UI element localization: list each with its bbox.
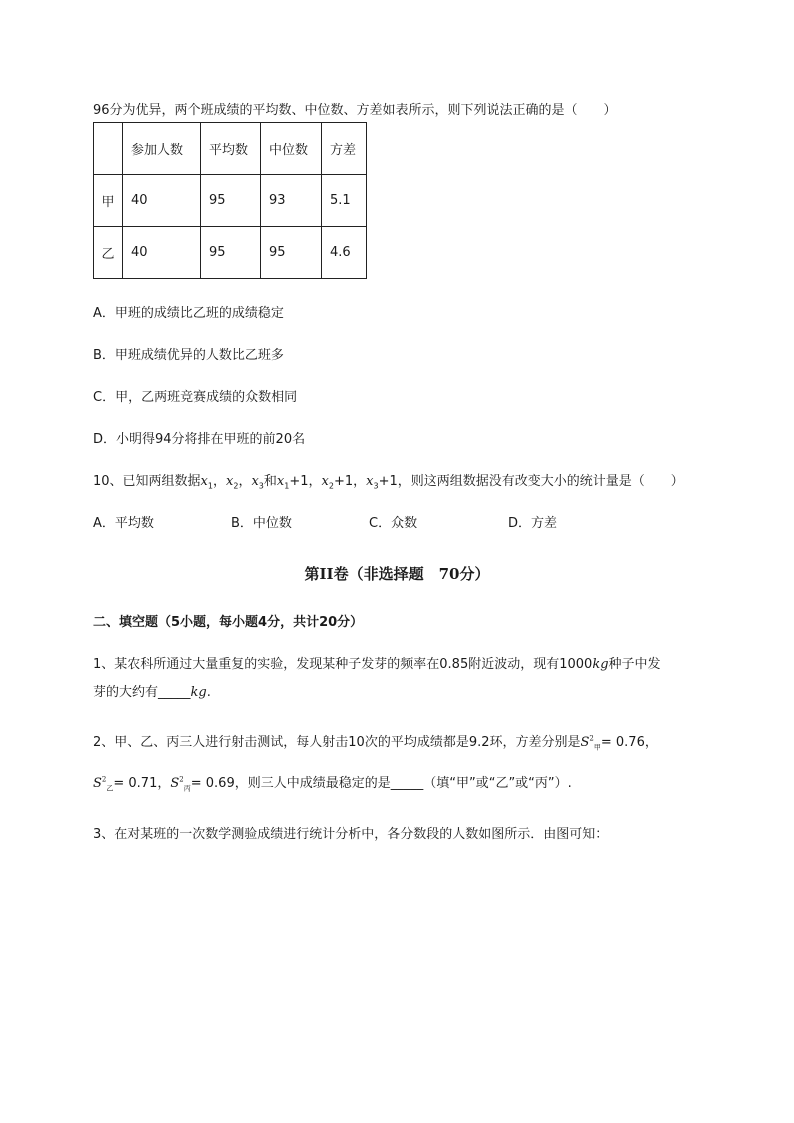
table-header-cell: 中位数 bbox=[261, 123, 322, 175]
section-title: 第II卷（非选择题 70分） bbox=[304, 565, 490, 583]
unit-kg: kg bbox=[190, 685, 207, 700]
math-x1: x bbox=[276, 474, 285, 489]
variance-value: = 0.71 bbox=[113, 776, 158, 791]
question-9-option-d: D．小明得94分将排在甲班的前20名 bbox=[93, 432, 306, 447]
separator: ， bbox=[238, 474, 252, 489]
question-9-intro: 96分为优异，两个班成绩的平均数、中位数、方差如表所示，则下列说法正确的是（ ） bbox=[93, 103, 617, 118]
question-9-option-c: C．甲，乙两班竞赛成绩的众数相同 bbox=[93, 390, 298, 405]
variance-value: = 0.69 bbox=[190, 776, 235, 791]
table-cell: 40 bbox=[123, 175, 201, 227]
math-plus-one: +1， bbox=[333, 474, 367, 489]
variance-subscript: 甲 bbox=[593, 743, 601, 752]
table-header-cell: 方差 bbox=[322, 123, 367, 175]
question-10-option-c: C．众数 bbox=[369, 516, 418, 531]
math-plus-one: +1， bbox=[289, 474, 322, 489]
fill-question-1-line-2 bbox=[93, 681, 211, 700]
question-9-option-a: A．甲班的成绩比乙班的成绩稳定 bbox=[93, 306, 284, 321]
math-plus-one: +1， bbox=[378, 474, 411, 489]
math-x1: x bbox=[200, 474, 208, 489]
fill-question-2-line-2 bbox=[93, 772, 572, 794]
math-subscript: 1 bbox=[284, 481, 290, 491]
variance-subscript: 丙 bbox=[183, 784, 191, 793]
question-10 bbox=[93, 470, 684, 491]
variance-value: = 0.76 bbox=[600, 735, 645, 750]
question-10-option-a: A．平均数 bbox=[93, 516, 154, 531]
fill-question-1-line-1 bbox=[93, 653, 661, 672]
table-header-row bbox=[94, 123, 367, 175]
table-header-cell bbox=[94, 123, 123, 175]
question-10-tail: 则这两组数据没有改变大小的统计量是（ ） bbox=[410, 474, 684, 489]
fill-1-text: 种子中发 bbox=[608, 657, 661, 672]
fill-1-text: 芽的大约有_____ bbox=[93, 685, 191, 700]
table-row-label: 甲 bbox=[94, 175, 123, 227]
table-row bbox=[94, 227, 367, 279]
math-subscript: 3 bbox=[373, 481, 379, 491]
question-10-options bbox=[93, 512, 693, 532]
fill-2-text: 2、甲、乙、丙三人进行射击测试，每人射击10次的平均成绩都是9.2环，方差分别是 bbox=[93, 735, 581, 750]
table-cell: 95 bbox=[201, 175, 261, 227]
variance-yi: $S^2_乙$ bbox=[93, 775, 114, 793]
variance-bing: $S^2_丙$ bbox=[170, 775, 191, 793]
table-header-cell: 参加人数 bbox=[123, 123, 201, 175]
math-x2: x bbox=[226, 474, 234, 489]
table-cell: 95 bbox=[201, 227, 261, 279]
table-row bbox=[94, 175, 367, 227]
question-10-lead: 10、已知两组数据 bbox=[93, 474, 201, 489]
class-stats-table bbox=[93, 122, 367, 279]
math-x2: x bbox=[321, 474, 329, 489]
table-cell: 4.6 bbox=[322, 227, 367, 279]
math-subscript: 2 bbox=[328, 481, 334, 491]
variance-jia: $S^2_甲$ bbox=[580, 734, 601, 752]
question-10-option-d: D．方差 bbox=[508, 516, 558, 531]
unit-kg: kg bbox=[592, 657, 609, 672]
question-9-option-b: B．甲班成绩优异的人数比乙班多 bbox=[93, 348, 284, 363]
separator: ， bbox=[644, 735, 658, 750]
fill-1-text: . bbox=[206, 685, 211, 700]
table-cell: 5.1 bbox=[322, 175, 367, 227]
separator: ， bbox=[212, 474, 226, 489]
fill-1-text: 1、某农科所通过大量重复的实验，发现某种子发芽的频率在0.85附近波动，现有1000 bbox=[93, 657, 593, 672]
table-cell: 40 bbox=[123, 227, 201, 279]
table-header-cell: 平均数 bbox=[201, 123, 261, 175]
fill-question-2-line-1 bbox=[93, 731, 658, 753]
math-subscript: 2 bbox=[233, 481, 239, 491]
table-row-label: 乙 bbox=[94, 227, 123, 279]
table-cell: 93 bbox=[261, 175, 322, 227]
math-x3: x bbox=[251, 474, 259, 489]
math-x3: x bbox=[366, 474, 374, 489]
fill-2-text: ，则三人中成绩最稳定的是_____（填“甲”或“乙”或“丙”）. bbox=[234, 776, 572, 791]
table-cell: 95 bbox=[261, 227, 322, 279]
separator: ， bbox=[157, 776, 171, 791]
section-subtitle: 二、填空题（5小题，每小题4分，共计20分） bbox=[93, 615, 364, 630]
conjunction: 和 bbox=[263, 474, 277, 489]
math-subscript: 3 bbox=[258, 481, 264, 491]
fill-question-3: 3、在对某班的一次数学测验成绩进行统计分析中，各分数段的人数如图所示．由图可知： bbox=[93, 827, 609, 842]
math-subscript: 1 bbox=[207, 481, 213, 491]
question-10-option-b: B．中位数 bbox=[231, 516, 292, 531]
variance-subscript: 乙 bbox=[106, 784, 114, 793]
